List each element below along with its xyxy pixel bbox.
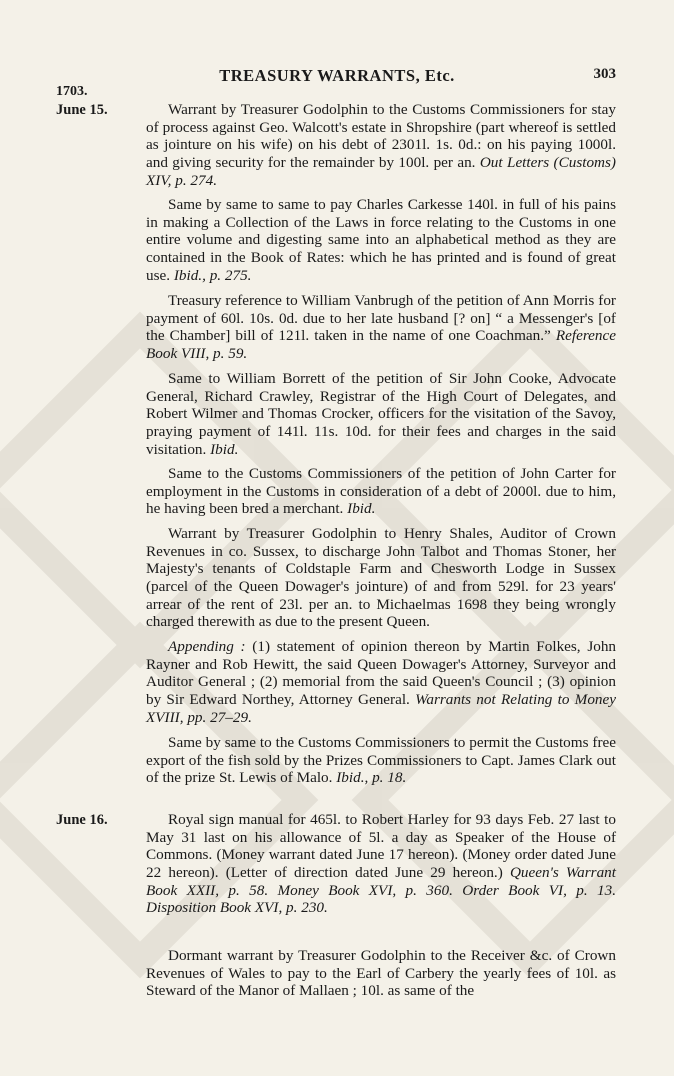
appending-label: Appending : (168, 638, 246, 656)
entry-text: Same to William Borrett of the petition of Sir John Cooke, Advocate General, Richard Crawley, Registrar of the High Court of Delegates, and Robert Wilmer and Thomas Crocker, officers for the visitation of the Savoy, praying payment of 141l. 11s. 10d. for their fees and charges in the said visitation. (146, 370, 616, 458)
entry-text: Royal sign manual for 465l. to Robert Harley for 93 days Feb. 27 last to May 31 last on his allowance of 5l. a day as Speaker of the House of Commons. (Money warrant dated June 17 hereon). (Money order dated June 22 hereon). (Letter of direction dated June 29 hereon.) (146, 811, 616, 881)
margin-date-june-16: June 16. (56, 812, 108, 828)
page-number: 303 (593, 66, 616, 82)
entry-paragraph (146, 465, 616, 518)
margin-date-june-15: June 15. (56, 102, 108, 118)
entry-reference: Ibid., p. 275. (173, 266, 252, 284)
entry-appending (146, 638, 616, 726)
running-title: TREASURY WARRANTS, Etc. (219, 66, 455, 85)
entry-reference: Queen's Warrant Book XXII, p. 58. Money Book XVI, p. 360. Order Book VI, p. 13. Disposition Book XVI, p. 230. (146, 863, 616, 917)
entry-text: Warrant by Treasurer Godolphin to the Customs Commissioners for stay of process against Geo. Walcott's estate in Shropshire (part whereof is settled as jointure on his wife) on his debt of 2301l. 1s. 0d.: on his paying 1000l. and giving security for the remainder by 100l. per an. (146, 101, 616, 171)
entry-reference: Reference Book VIII, p. 59. (146, 327, 616, 362)
entry-paragraph (146, 101, 616, 189)
entry-text: Dormant warrant by Treasurer Godolphin to the Receiver &c. of Crown Revenues of Wales to pay to the Earl of Carbery the yearly fees of 10l. as Steward of the Manor of Mallaen ; 10l. as same of the (146, 947, 616, 1000)
entry-reference: Warrants not Relating to Money XVIII, pp. 27–29. (146, 690, 616, 726)
entry-reference: Out Letters (Customs) XIV, p. 274. (146, 153, 616, 189)
entry-paragraph (146, 292, 616, 362)
entry-paragraph (146, 525, 616, 631)
entry-paragraph (146, 370, 616, 458)
entry-paragraph (146, 811, 616, 917)
entry-paragraph (146, 196, 616, 284)
running-header (0, 66, 674, 99)
entry-text: Same to the Customs Commissioners of the petition of John Carter for employment in the Customs in consideration of a debt of 2000l. due to him, he having been bred a merchant. (146, 465, 616, 518)
entry-text: Warrant by Treasurer Godolphin to Henry Shales, Auditor of Crown Revenues in co. Sussex, to discharge John Talbot and Thomas Stoner, her Majesty's tenants of Coldstaple Farm and Chesworth Lodge in Sussex (parcel of the Queen Dowager's jointure) of and from 529l. for 23 years' arrear of the rent of 23l. per an. to Michaelmas 1698 they being wrongly charged therewith as due to the present Queen. (146, 525, 616, 631)
entry-text: Same by same to same to pay Charles Carkesse 140l. in full of his pains in making a Collection of the Laws in force relating to the Customs in one entire volume and digesting same into an alphabetical method as they are contained in the Book of Rates: which he has printed and is found of great use. (146, 196, 616, 284)
entry-text: Same by same to the Customs Commissioners to permit the Customs free export of the fish sold by the Prizes Commissioners to Capt. James Clark out of the prize St. Lewis of Malo. (146, 734, 616, 787)
entry-reference: Ibid. (347, 500, 376, 518)
entry-reference: Ibid., p. 18. (336, 769, 407, 787)
entry-paragraph (146, 734, 616, 787)
entry-paragraph (146, 947, 616, 1000)
entry-reference: Ibid. (210, 440, 239, 458)
entry-text: Treasury reference to William Vanbrugh of the petition of Ann Morris for payment of 60l. 10s. 0d. due to her late husband [? on] “ a Messenger's [of the Chamber] bill of 121l. taken in the name of one Coachman.” (146, 292, 616, 345)
entry-text: (1) statement of opinion thereon by Martin Folkes, John Rayner and Rob Hewitt, the said Queen Dowager's Attorney, Surveyor and Auditor General ; (2) memorial from the said Queen's Council ; (3) opinion by Sir Edward Northey, Attorney General. (146, 638, 617, 708)
margin-year: 1703. (56, 84, 88, 99)
